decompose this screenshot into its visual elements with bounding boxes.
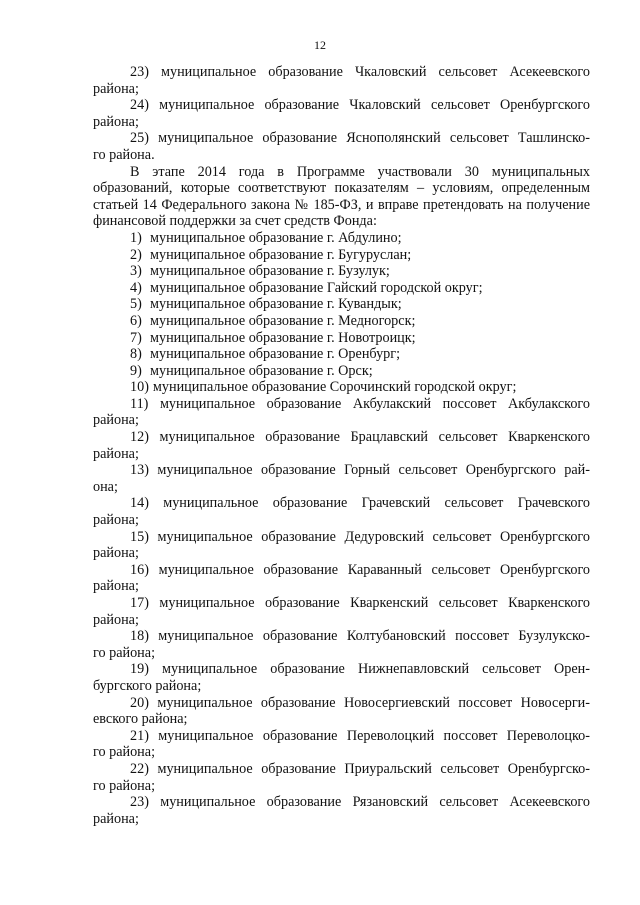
list-item-first-line: 11) муниципальное образование Акбулакский поссовет Акбулакского [130,395,590,412]
list-item-text: муниципальное образование Сорочинский городской округ; [152,379,517,396]
list-item-number: 2) [130,246,142,263]
list-item-text: муниципальное образование г. Новотроицк; [150,329,416,346]
list-item-continuation: района; [93,412,139,429]
list-item-continuation: района; [93,810,139,827]
list-item-text: муниципальное образование г. Бугуруслан; [150,246,412,263]
list-item-first-line: 13) муниципальное образование Горный сельсовет Оренбургского рай- [130,462,590,479]
list-item [93,728,590,761]
list-item [93,296,590,313]
list-item-continuation: района; [93,512,139,529]
list-item-first-line: 16) муниципальное образование Караванный сельсовет Оренбургского [130,561,590,578]
page-number: 12 [314,38,326,52]
list-item-number: 6) [130,312,142,329]
list-item-number: 7) [130,329,142,346]
list-item [93,263,590,280]
list-item-number: 5) [130,296,142,313]
list-item-continuation: го района; [93,644,156,661]
list-item [93,313,590,330]
list-item-continuation: района; [93,113,139,130]
list-item [93,595,590,628]
list-item [93,628,590,661]
list-item-continuation: района; [93,445,139,462]
list-item [93,429,590,462]
list-item-number: 10) [130,379,149,396]
list-item-continuation: района; [93,80,139,97]
list-item-continuation: района; [93,611,139,628]
list-item [93,495,590,528]
list-item [93,64,590,97]
list-item [93,330,590,347]
list-item-first-line: 22) муниципальное образование Приуральский сельсовет Оренбургско- [130,760,590,777]
list-item-number: 8) [130,346,142,363]
list-item [93,396,590,429]
list-item [93,363,590,380]
list-item-continuation: го района; [93,777,156,794]
list-item [93,130,590,163]
list-item-first-line: 12) муниципальное образование Брацлавский сельсовет Кваркенского [130,429,590,446]
list-item-text: муниципальное образование г. Абдулино; [150,229,402,246]
list-item-first-line: 24) муниципальное образование Чкаловский сельсовет Оренбургского [130,97,590,114]
list-item-text: муниципальное образование Гайский городской округ; [150,279,483,296]
list-item [93,346,590,363]
list-item-continuation: го района. [93,146,155,163]
intro-paragraph: В этапе 2014 года в Программе участвовали 30 муниципальных образований, которые соответствуют показателям – условиям, определенным статьей 14 Федерального закона № 185-ФЗ, и вправе претендовать на получение финансовой поддержки за счет средств Фонда: [93,163,590,230]
municipal-list-short [93,230,590,396]
list-item-continuation: евского района; [93,711,188,728]
list-item-continuation: она; [93,478,118,495]
list-item [93,230,590,247]
list-item-continuation: бургского района; [93,677,202,694]
list-item [93,794,590,827]
list-item-number: 3) [130,263,142,280]
list-item-number: 9) [130,362,142,379]
list-item-first-line: 23) муниципальное образование Чкаловский сельсовет Асекеевского [130,64,590,80]
list-item [93,97,590,130]
list-item-first-line: 17) муниципальное образование Кваркенский сельсовет Кваркенского [130,595,590,611]
list-item-text: муниципальное образование г. Орск; [150,362,373,379]
list-item-number: 1) [130,229,142,246]
list-item-first-line: 21) муниципальное образование Переволоцкий поссовет Переволоцко- [130,727,590,744]
municipal-list-long [93,396,590,827]
list-item [93,529,590,562]
list-item-first-line: 18) муниципальное образование Колтубановский поссовет Бузулукско- [130,628,590,645]
list-item-first-line: 23) муниципальное образование Рязановский сельсовет Асекеевского [130,794,590,811]
list-item-text: муниципальное образование г. Кувандык; [150,296,402,313]
list-item [93,562,590,595]
list-item-first-line: 25) муниципальное образование Яснополянский сельсовет Ташлинско- [130,130,590,147]
list-item [93,280,590,297]
list-item-continuation: го района; [93,744,156,761]
list-item [93,661,590,694]
document-body [93,64,590,827]
list-item [93,761,590,794]
list-item-continuation: района; [93,578,139,595]
list-item-text: муниципальное образование г. Оренбург; [150,346,401,363]
list-item-first-line: 19) муниципальное образование Нижнепавловский сельсовет Орен- [130,661,590,678]
municipal-list-top [93,64,590,164]
list-item [93,462,590,495]
list-item [93,695,590,728]
list-item-first-line: 20) муниципальное образование Новосергиевский поссовет Новосерги- [130,694,590,711]
list-item-text: муниципальное образование г. Бузулук; [150,263,390,280]
list-item-text: муниципальное образование г. Медногорск; [150,312,416,329]
list-item [93,379,590,396]
list-item-first-line: 15) муниципальное образование Дедуровский сельсовет Оренбургского [130,528,590,545]
list-item-continuation: района; [93,545,139,562]
list-item [93,247,590,264]
list-item-number: 4) [130,279,142,296]
list-item-first-line: 14) муниципальное образование Грачевский сельсовет Грачевского [130,495,590,512]
